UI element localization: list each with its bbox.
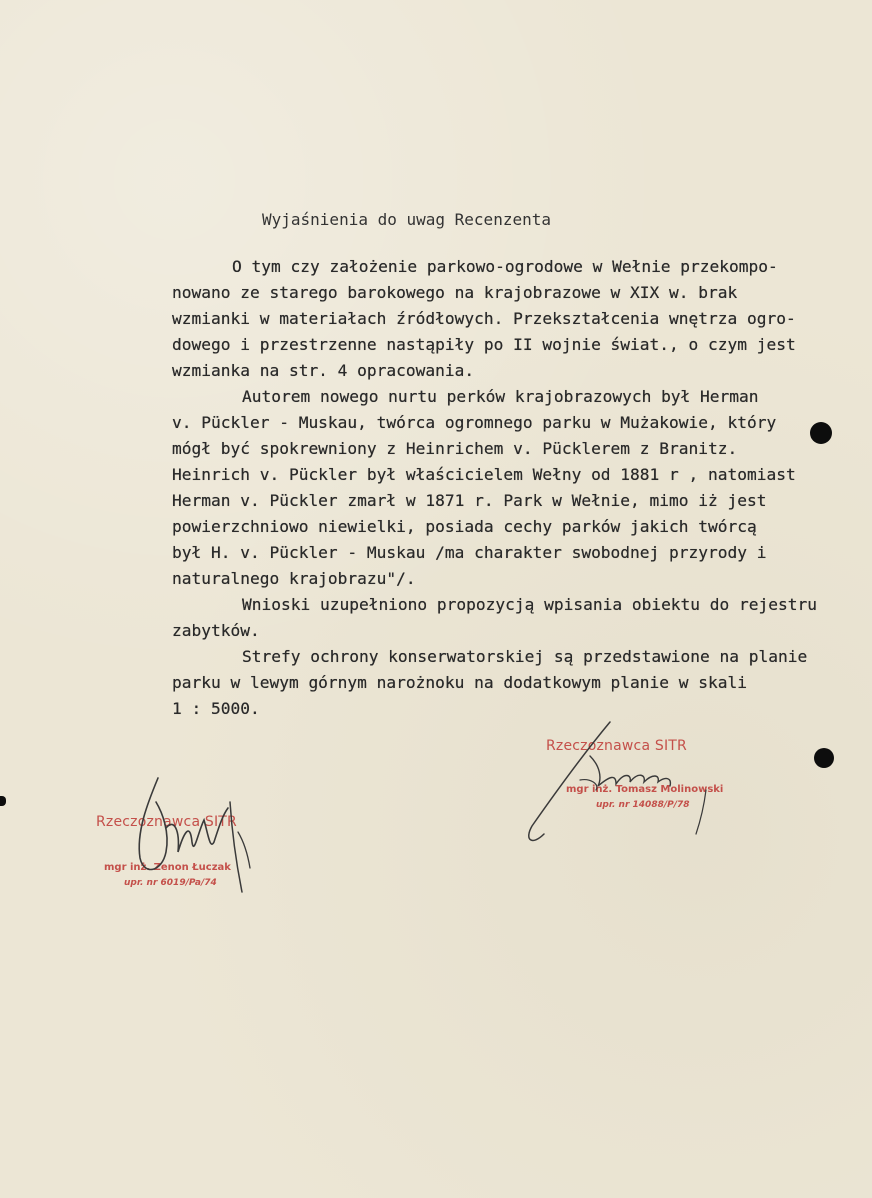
text-line-13: naturalnego krajobrazu"/. xyxy=(172,569,416,588)
text-line-12: był H. v. Pückler - Muskau /ma charakter swobodnej przyrody i xyxy=(172,543,767,562)
text-line-11: powierzchniowo niewielki, posiada cechy parków jakich twórcą xyxy=(172,517,757,536)
punch-hole-top xyxy=(810,422,832,444)
text-line-1: O tym czy założenie parkowo-ogrodowe w Wełnie przekompo- xyxy=(232,257,778,276)
left-stamp-name: mgr inż. Zenon Łuczak xyxy=(104,862,231,873)
left-stamp-reg: upr. nr 6019/Pa/74 xyxy=(124,878,217,888)
punch-hole-bottom xyxy=(814,748,834,768)
text-line-18: 1 : 5000. xyxy=(172,699,260,718)
text-line-6: Autorem nowego nurtu perków krajobrazowych był Herman xyxy=(242,387,759,406)
text-line-14: Wnioski uzupełniono propozycją wpisania obiektu do rejestru xyxy=(242,595,817,614)
right-signature xyxy=(520,716,710,856)
right-stamp-title: Rzeczoznawca SITR xyxy=(546,738,687,754)
text-line-8: mógł być spokrewniony z Heinrichem v. Pücklerem z Branitz. xyxy=(172,439,738,458)
text-line-3: wzmianki w materiałach źródłowych. Przekształcenia wnętrza ogro- xyxy=(172,309,796,328)
right-stamp-name: mgr inż. Tomasz Molinowski xyxy=(566,784,724,795)
right-stamp-reg: upr. nr 14088/P/78 xyxy=(596,800,690,810)
text-line-7: v. Pückler - Muskau, twórca ogromnego parku w Mużakowie, który xyxy=(172,413,777,432)
text-line-15: zabytków. xyxy=(172,621,260,640)
text-line-5: wzmianka na str. 4 opracowania. xyxy=(172,361,475,380)
text-line-4: dowego i przestrzenne nastąpiły po II wojnie świat., o czym jest xyxy=(172,335,796,354)
text-line-9: Heinrich v. Pückler był właścicielem Wełny od 1881 r , natomiast xyxy=(172,465,796,484)
text-line-17: parku w lewym górnym narożnoku na dodatkowym planie w skali xyxy=(172,673,747,692)
left-signature xyxy=(118,772,278,898)
document-title: Wyjaśnienia do uwag Recenzenta xyxy=(262,210,551,229)
text-line-10: Herman v. Pückler zmarł w 1871 r. Park w Wełnie, mimo iż jest xyxy=(172,491,767,510)
text-line-16: Strefy ochrony konserwatorskiej są przedstawione na planie xyxy=(242,647,808,666)
edge-mark xyxy=(0,796,6,806)
text-line-2: nowano ze starego barokowego na krajobrazowe w XIX w. brak xyxy=(172,283,738,302)
left-stamp-title: Rzeczoznawca SITR xyxy=(96,814,237,830)
